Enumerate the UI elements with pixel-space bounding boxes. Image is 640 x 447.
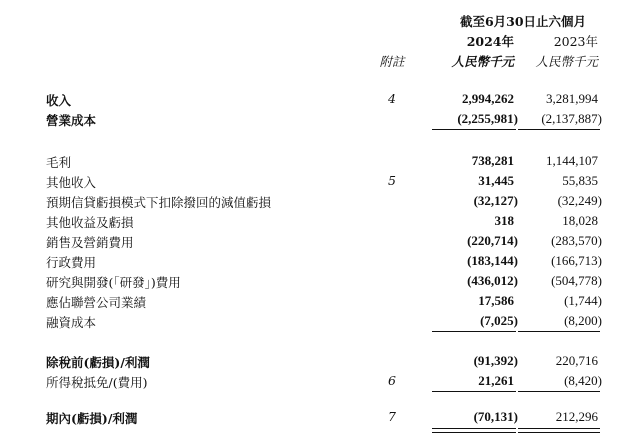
unit-2023-header: 人民幣千元 <box>535 54 598 69</box>
note-column-header: 附註 <box>379 54 405 69</box>
row-2023-other-income: 55,835 <box>562 173 598 188</box>
row-2024-gross-profit: 738,281 <box>471 153 514 168</box>
row-2024-pretax: (91,392) <box>473 353 518 368</box>
total-double-rule-2023 <box>518 428 600 433</box>
row-2023-other-gains-losses: 18,028 <box>562 213 598 228</box>
year-2024-header: 2024年 <box>466 34 514 49</box>
row-2023-finance-costs: (8,200) <box>564 313 602 328</box>
row-label-impairment-losses: 預期信貸虧損模式下扣除撥回的減值虧損 <box>46 195 272 210</box>
row-label-selling-marketing: 銷售及營銷費用 <box>46 235 134 250</box>
row-label-net-result: 期內(虧損)/利潤 <box>46 411 138 426</box>
row-2024-net-result: (70,131) <box>473 409 518 424</box>
row-2023-administrative: (166,713) <box>551 253 602 268</box>
row-label-rnd: 研究與開發(「研發」)費用 <box>46 275 181 290</box>
subtotal-rule-2023 <box>518 129 600 130</box>
row-note-revenue: 4 <box>388 91 396 106</box>
row-note-other-income: 5 <box>388 173 396 188</box>
row-note-net-result: 7 <box>388 409 396 424</box>
row-2024-finance-costs: (7,025) <box>480 313 518 328</box>
row-2024-income-tax: 21,261 <box>478 373 514 388</box>
row-2023-rnd: (504,778) <box>551 273 602 288</box>
row-label-gross-profit: 毛利 <box>46 155 72 170</box>
row-2024-other-income: 31,445 <box>478 173 514 188</box>
row-2023-selling-marketing: (283,570) <box>551 233 602 248</box>
row-label-other-gains-losses: 其他收益及虧損 <box>46 215 134 230</box>
row-label-finance-costs: 融資成本 <box>46 315 97 330</box>
row-2023-associates: (1,744) <box>564 293 602 308</box>
row-label-administrative: 行政費用 <box>46 255 97 270</box>
row-2024-rnd: (436,012) <box>467 273 518 288</box>
row-2023-net-result: 212,296 <box>555 409 598 424</box>
pretax-rule-2023 <box>518 331 600 332</box>
row-2024-cost-of-sales: (2,255,981) <box>457 111 518 126</box>
row-2024-revenue: 2,994,262 <box>462 91 514 106</box>
year-2023-header: 2023年 <box>553 34 598 49</box>
row-2023-revenue: 3,281,994 <box>546 91 598 106</box>
row-label-associates: 應佔聯營公司業績 <box>46 295 147 310</box>
subtotal-rule-2024 <box>432 129 516 130</box>
row-2023-gross-profit: 1,144,107 <box>546 153 598 168</box>
row-label-other-income: 其他收入 <box>46 175 97 190</box>
row-note-income-tax: 6 <box>388 373 396 388</box>
row-label-income-tax: 所得稅抵免/(費用) <box>46 375 148 390</box>
row-2023-impairment-losses: (32,249) <box>557 193 602 208</box>
row-2024-associates: 17,586 <box>478 293 514 308</box>
total-double-rule-2024 <box>432 428 516 433</box>
row-2023-income-tax: (8,420) <box>564 373 602 388</box>
row-label-cost-of-sales: 營業成本 <box>46 113 97 128</box>
pretax-rule-2024 <box>432 331 516 332</box>
row-2024-administrative: (183,144) <box>467 253 518 268</box>
net-rule-2023 <box>518 391 600 392</box>
net-rule-2024 <box>432 391 516 392</box>
row-2024-impairment-losses: (32,127) <box>473 193 518 208</box>
unit-2024-header: 人民幣千元 <box>451 54 514 69</box>
row-2023-pretax: 220,716 <box>555 353 598 368</box>
row-2023-cost-of-sales: (2,137,887) <box>541 111 602 126</box>
period-header: 截至6月30日止六個月 <box>459 14 587 29</box>
row-2024-selling-marketing: (220,714) <box>467 233 518 248</box>
row-label-pretax: 除稅前(虧損)/利潤 <box>46 355 150 370</box>
row-label-revenue: 收入 <box>46 93 72 108</box>
row-2024-other-gains-losses: 318 <box>494 213 514 228</box>
